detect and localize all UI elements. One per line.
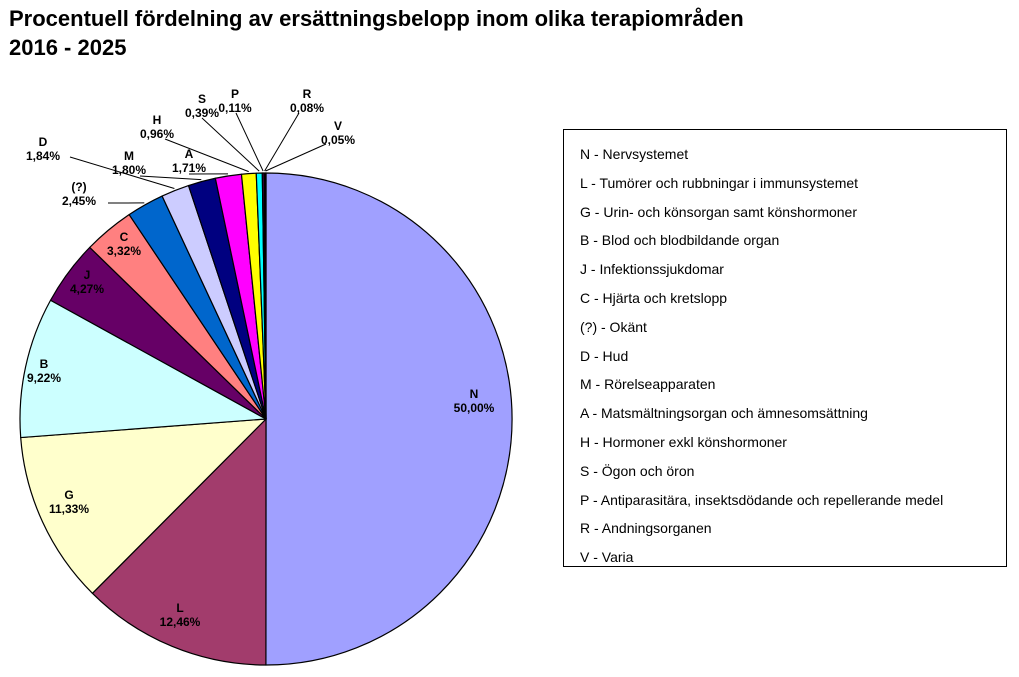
slice-label-value: 1,84% (25, 149, 61, 163)
slice-label-value: 0,11% (218, 101, 252, 115)
legend-item: A - Matsmältningsorgan och ämnesomsättning (580, 405, 868, 422)
legend-item: M - Rörelseapparaten (580, 376, 716, 393)
slice-label (62, 180, 96, 208)
slice-label-value: 4,27% (69, 282, 105, 296)
slice-label-value: 0,08% (289, 101, 325, 115)
slice-label-code: B (39, 357, 49, 371)
slice-label-value: 0,96% (139, 127, 175, 141)
leader-line (140, 176, 201, 180)
slice-label (218, 87, 252, 115)
slice-label (140, 113, 174, 141)
slice-label-value: 0,39% (184, 106, 220, 120)
slice-label-value: 12,46% (159, 615, 201, 629)
slice-label (172, 147, 206, 175)
slice-label (290, 87, 324, 115)
legend-item: D - Hud (580, 347, 629, 364)
slice-label-code: M (124, 149, 134, 163)
slice-label-value: 2,45% (61, 194, 97, 208)
slice-label (112, 149, 146, 177)
slice-label-code: A (184, 147, 194, 161)
legend-item: J - Infektionssjukdomar (580, 261, 724, 278)
leader-line (266, 144, 326, 171)
slice-label-code: S (197, 92, 207, 106)
slice-label (321, 119, 355, 147)
slice-label-value: 9,22% (26, 371, 62, 385)
slice-label-code: C (119, 230, 129, 244)
slice-label-value: 3,32% (106, 244, 142, 258)
legend-item: V - Varia (580, 549, 634, 566)
legend-item: (?) - Okänt (580, 318, 647, 335)
slice-label-value: 50,00% (453, 401, 495, 415)
slice-label-code: D (38, 135, 48, 149)
legend-item: H - Hormoner exkl könshormoner (580, 433, 787, 450)
slice-label (26, 135, 60, 163)
slice-label (185, 92, 219, 120)
legend-item: L - Tumörer och rubbningar i immunsystemet (580, 174, 859, 191)
slice-label-value: 0,05% (320, 133, 356, 147)
slice-label-code: H (152, 113, 162, 127)
legend-item: C - Hjärta och kretslopp (580, 289, 728, 306)
legend-item: S - Ögon och öron (580, 462, 695, 479)
pie-slice-v (265, 173, 266, 419)
slice-label-value: 11,33% (48, 502, 90, 516)
leader-line (265, 113, 299, 171)
legend-item: P - Antiparasitära, insektsdödande och repellerande medel (580, 491, 944, 508)
slice-label-code: P (230, 87, 240, 101)
slice-label-code: L (176, 601, 184, 615)
legend (563, 129, 1007, 567)
legend-item: N - Nervsystemet (580, 146, 689, 162)
slice-label-code: R (302, 87, 312, 101)
legend-item: B - Blod och blodbildande organ (580, 232, 780, 249)
slice-label-code: (?) (71, 180, 87, 194)
pie-slice-n (266, 173, 512, 665)
chart-title-line2: 2016 - 2025 (9, 35, 127, 60)
slice-label-code: N (469, 387, 479, 401)
slice-label-code: V (333, 119, 343, 133)
legend-item: R - Andningsorganen (580, 520, 712, 537)
slice-label-code: J (83, 268, 91, 282)
slice-label-value: 1,71% (171, 161, 207, 175)
chart-title-line1: Procentuell fördelning av ersättningsbelopp inom olika terapiområden (9, 6, 744, 31)
slice-label-value: 1,80% (111, 163, 147, 177)
pie-slices (20, 173, 512, 665)
slice-label-code: G (64, 488, 74, 502)
legend-item: G - Urin- och könsorgan samt könshormoner (580, 203, 857, 220)
